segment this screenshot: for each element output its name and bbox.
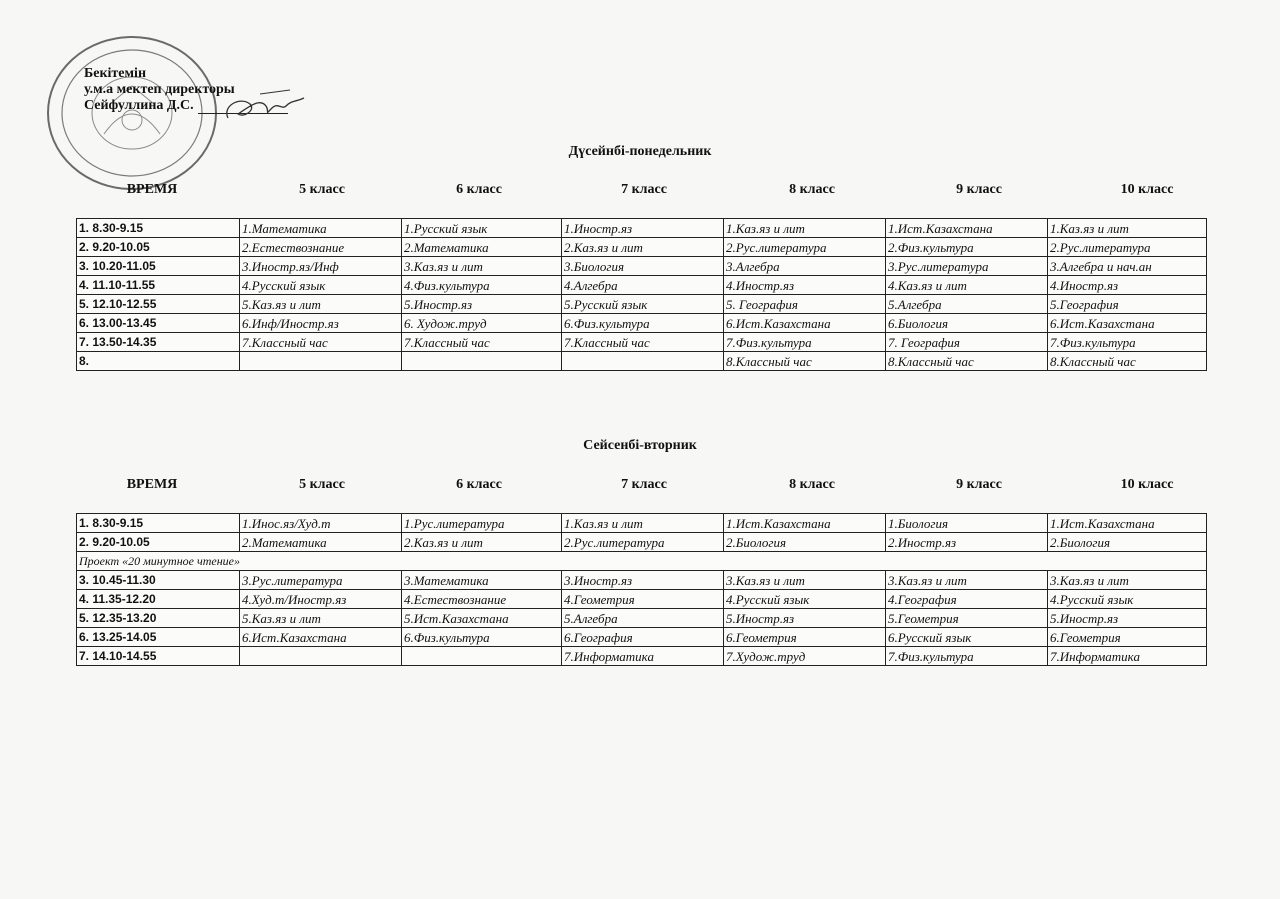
lesson-cell: 5.География [1048,295,1207,314]
lesson-cell: 4.Каз.яз и лит [886,276,1048,295]
table-row [77,352,1207,371]
lesson-cell: 2.Каз.яз и лит [402,533,562,552]
column-header-class-9: 9 класс [956,182,1002,197]
lesson-cell: 7.Классный час [562,333,724,352]
column-header-class-7: 7 класс [621,477,667,492]
lesson-cell: 4.Русский язык [240,276,402,295]
table-row [77,238,1207,257]
lesson-cell: 7.Информатика [1048,647,1207,666]
lesson-cell: 5.Иностр.яз [724,609,886,628]
lesson-cell: 3.Каз.яз и лит [1048,571,1207,590]
lesson-cell: 5.Каз.яз и лит [240,609,402,628]
table-row [77,514,1207,533]
lesson-cell: 3.Иностр.яз [562,571,724,590]
lesson-cell: 1.Ист.Казахстана [886,219,1048,238]
lesson-cell [240,352,402,371]
lesson-cell: 6. Худож.труд [402,314,562,333]
lesson-cell: 4.Естествознание [402,590,562,609]
lesson-time: 1. 8.30-9.15 [77,219,240,238]
lesson-cell: 6.Геометрия [1048,628,1207,647]
lesson-cell: 5.Алгебра [886,295,1048,314]
lesson-cell: 1.Ист.Казахстана [724,514,886,533]
lesson-cell: 2.Рус.литература [1048,238,1207,257]
lesson-time: 3. 10.45-11.30 [77,571,240,590]
column-header-class-7: 7 класс [621,182,667,197]
table-row [77,314,1207,333]
lesson-cell: 6.Биология [886,314,1048,333]
lesson-time: 6. 13.25-14.05 [77,628,240,647]
lesson-cell: 2.Биология [1048,533,1207,552]
lesson-cell: 6.Ист.Казахстана [724,314,886,333]
lesson-cell: 7.Худож.труд [724,647,886,666]
lesson-cell: 6.Ист.Казахстана [1048,314,1207,333]
lesson-cell: 5.Ист.Казахстана [402,609,562,628]
lesson-cell: 2.Каз.яз и лит [562,238,724,257]
lesson-cell: 5. География [724,295,886,314]
lesson-cell: 4.География [886,590,1048,609]
lesson-cell: 2.Физ.культура [886,238,1048,257]
lesson-cell: 4.Физ.культура [402,276,562,295]
lesson-time: 2. 9.20-10.05 [77,533,240,552]
column-header-class-10: 10 класс [1120,182,1174,197]
lesson-time: 4. 11.35-12.20 [77,590,240,609]
lesson-cell: 7.Физ.культура [724,333,886,352]
lesson-cell: 4.Иностр.яз [724,276,886,295]
project-note: Проект «20 минутное чтение» [77,552,1207,571]
lesson-cell: 1.Каз.яз и лит [1048,219,1207,238]
lesson-cell [402,647,562,666]
lesson-cell: 2.Естествознание [240,238,402,257]
column-header-class-9: 9 класс [956,477,1002,492]
column-header-class-5: 5 класс [299,477,345,492]
lesson-cell: 2.Рус.литература [562,533,724,552]
approval-position: у.м.а мектеп директоры [84,82,235,97]
table-row [77,276,1207,295]
lesson-cell: 4.Русский язык [1048,590,1207,609]
lesson-time: 3. 10.20-11.05 [77,257,240,276]
column-header-class-8: 8 класс [789,182,835,197]
lesson-cell: 1.Рус.литература [402,514,562,533]
lesson-cell: 1.Инос.яз/Худ.т [240,514,402,533]
lesson-cell: 7.Классный час [402,333,562,352]
lesson-cell: 8.Классный час [724,352,886,371]
schedule-table-monday [76,218,1207,371]
lesson-time: 6. 13.00-13.45 [77,314,240,333]
lesson-cell: 6.Ист.Казахстана [240,628,402,647]
column-header-class-5: 5 класс [299,182,345,197]
schedule-table-tuesday [76,513,1207,666]
lesson-cell: 1.Каз.яз и лит [562,514,724,533]
day-title-tuesday: Сейсенбі-вторник [583,438,697,453]
lesson-time: 4. 11.10-11.55 [77,276,240,295]
lesson-cell: 3.Биология [562,257,724,276]
table-row [77,257,1207,276]
lesson-cell: 6.География [562,628,724,647]
lesson-cell: 4.Алгебра [562,276,724,295]
lesson-cell: 2.Математика [240,533,402,552]
lesson-cell: 4.Иностр.яз [1048,276,1207,295]
lesson-cell: 3.Математика [402,571,562,590]
lesson-cell: 1.Иностр.яз [562,219,724,238]
column-header-class-8: 8 класс [789,477,835,492]
lesson-cell: 6.Геометрия [724,628,886,647]
lesson-cell: 7.Физ.культура [1048,333,1207,352]
column-header-class-10: 10 класс [1120,477,1174,492]
table-row [77,590,1207,609]
lesson-cell: 1.Русский язык [402,219,562,238]
table-row [77,219,1207,238]
lesson-cell: 6.Инф/Иностр.яз [240,314,402,333]
table-row [77,533,1207,552]
table-row [77,609,1207,628]
lesson-time: 1. 8.30-9.15 [77,514,240,533]
lesson-cell: 4.Геометрия [562,590,724,609]
lesson-cell: 2.Иностр.яз [886,533,1048,552]
lesson-cell: 3.Каз.яз и лит [724,571,886,590]
table-row [77,647,1207,666]
table-row [77,552,1207,571]
lesson-time: 5. 12.35-13.20 [77,609,240,628]
day-title-monday: Дүсейнбі-понедельник [568,144,712,159]
column-header-class-6: 6 класс [456,182,502,197]
lesson-cell [402,352,562,371]
lesson-cell: 8.Классный час [1048,352,1207,371]
lesson-cell: 5.Геометрия [886,609,1048,628]
column-header-row-monday [76,182,1206,200]
lesson-cell: 3.Алгебра [724,257,886,276]
lesson-cell: 3.Каз.яз и лит [402,257,562,276]
lesson-cell: 6.Физ.культура [562,314,724,333]
lesson-cell: 1.Каз.яз и лит [724,219,886,238]
lesson-cell: 3.Иностр.яз/Инф [240,257,402,276]
lesson-cell: 6.Физ.культура [402,628,562,647]
lesson-time: 7. 14.10-14.55 [77,647,240,666]
lesson-cell: 2.Биология [724,533,886,552]
lesson-cell: 3.Каз.яз и лит [886,571,1048,590]
table-row [77,295,1207,314]
lesson-cell: 8.Классный час [886,352,1048,371]
lesson-cell: 4.Русский язык [724,590,886,609]
lesson-time: 7. 13.50-14.35 [77,333,240,352]
lesson-cell: 5.Иностр.яз [1048,609,1207,628]
lesson-cell: 4.Худ.т/Иностр.яз [240,590,402,609]
lesson-cell: 2.Математика [402,238,562,257]
table-row [77,628,1207,647]
lesson-cell [562,352,724,371]
signature-mark [220,88,310,128]
lesson-cell: 3.Алгебра и нач.ан [1048,257,1207,276]
approval-title: Бекітемін [84,66,147,81]
approval-signer: Сейфуллина Д.С. [84,98,194,113]
lesson-cell: 6.Русский язык [886,628,1048,647]
lesson-cell: 5.Иностр.яз [402,295,562,314]
lesson-cell: 7.Классный час [240,333,402,352]
lesson-cell: 5.Алгебра [562,609,724,628]
lesson-cell: 3.Рус.литература [240,571,402,590]
column-header-row-tuesday [76,477,1206,495]
lesson-cell: 7.Физ.культура [886,647,1048,666]
table-row [77,333,1207,352]
lesson-cell [240,647,402,666]
lesson-time: 2. 9.20-10.05 [77,238,240,257]
table-row [77,571,1207,590]
lesson-cell: 1.Биология [886,514,1048,533]
lesson-cell: 5.Каз.яз и лит [240,295,402,314]
lesson-cell: 5.Русский язык [562,295,724,314]
lesson-cell: 3.Рус.литература [886,257,1048,276]
lesson-cell: 2.Рус.литература [724,238,886,257]
lesson-cell: 7.Информатика [562,647,724,666]
lesson-cell: 7. География [886,333,1048,352]
lesson-cell: 1.Математика [240,219,402,238]
lesson-time: 8. [77,352,240,371]
lesson-time: 5. 12.10-12.55 [77,295,240,314]
column-header-time: ВРЕМЯ [126,182,178,197]
lesson-cell: 1.Ист.Казахстана [1048,514,1207,533]
column-header-time: ВРЕМЯ [126,477,178,492]
column-header-class-6: 6 класс [456,477,502,492]
